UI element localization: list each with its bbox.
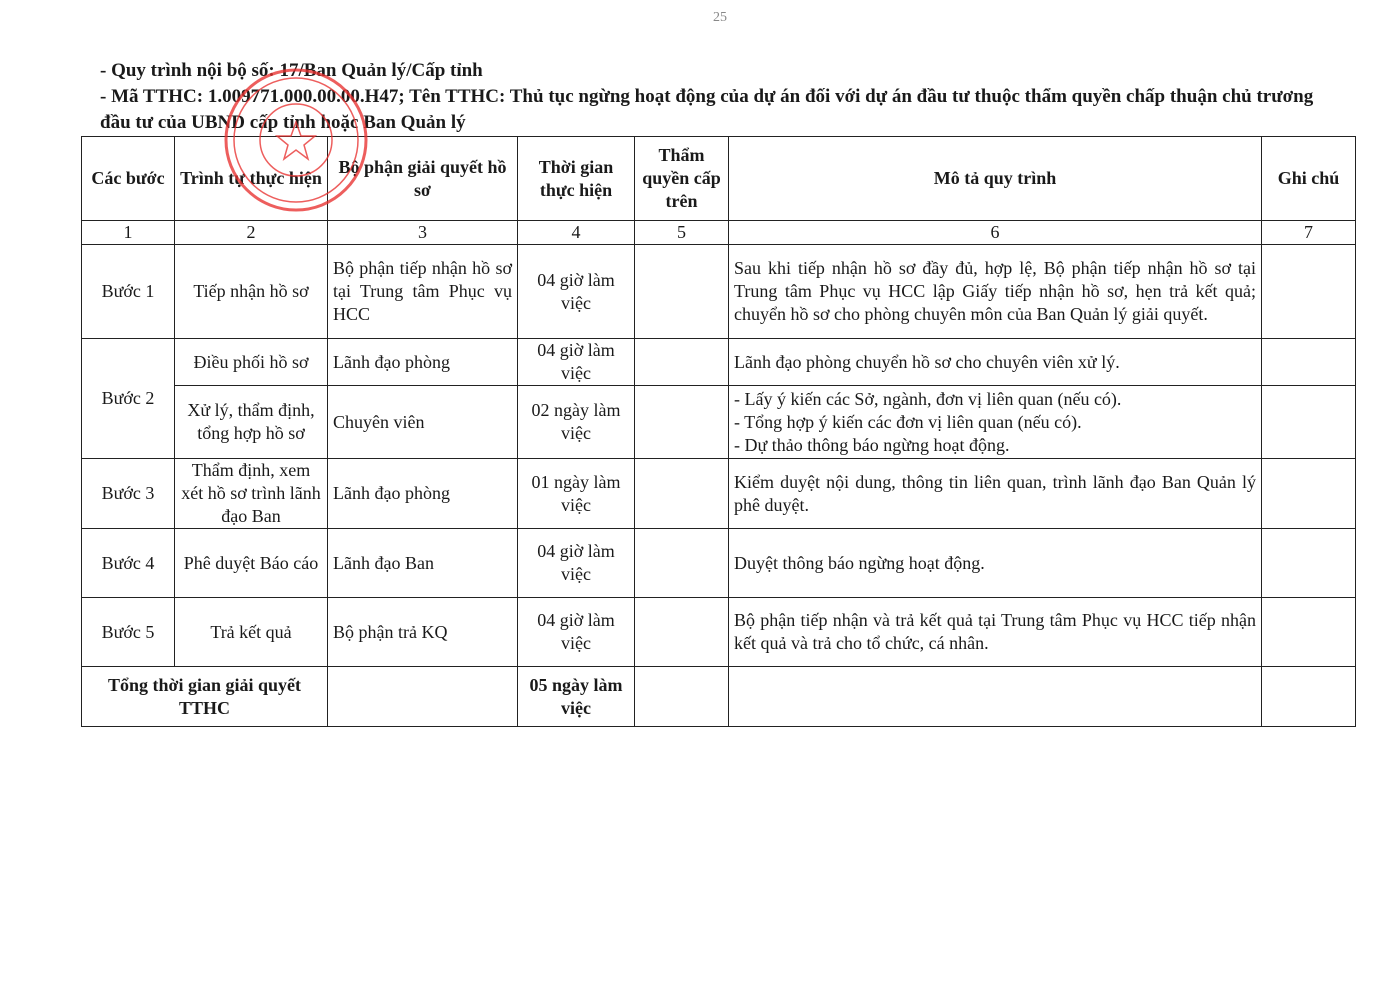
description-cell: Kiểm duyệt nội dung, thông tin liên quan, trình lãnh đạo Ban Quản lý phê duyệt.: [729, 459, 1262, 529]
col-number: 3: [328, 221, 518, 245]
col-number: 7: [1262, 221, 1356, 245]
time-cell: 04 giờ làm việc: [518, 529, 635, 598]
time-cell: 04 giờ làm việc: [518, 339, 635, 386]
page-number: 25: [713, 10, 727, 25]
description-cell: [729, 386, 1262, 459]
time-cell: 04 giờ làm việc: [518, 598, 635, 667]
description-line: - Lấy ý kiến các Sở, ngành, đơn vị liên quan (nếu có).: [734, 388, 1122, 409]
step-cell: Bước 3: [82, 459, 175, 529]
total-description-cell: [729, 667, 1262, 727]
time-cell: 02 ngày làm việc: [518, 386, 635, 459]
col-header-note: Ghi chú: [1262, 137, 1356, 221]
sequence-cell: Trả kết quả: [175, 598, 328, 667]
col-header-sequence: Trình tự thực hiện: [175, 137, 328, 221]
step-cell: Bước 1: [82, 245, 175, 339]
sequence-cell: Điều phối hồ sơ: [175, 339, 328, 386]
col-header-authority: Thẩm quyền cấp trên: [635, 137, 729, 221]
authority-cell: [635, 459, 729, 529]
description-line: - Tổng hợp ý kiến các đơn vị liên quan (nếu có).: [734, 411, 1082, 432]
sequence-cell: Xử lý, thẩm định, tổng hợp hồ sơ: [175, 386, 328, 459]
step-cell: Bước 5: [82, 598, 175, 667]
total-department-cell: [328, 667, 518, 727]
col-number: 5: [635, 221, 729, 245]
description-cell: Sau khi tiếp nhận hồ sơ đầy đủ, hợp lệ, Bộ phận tiếp nhận hồ sơ tại Trung tâm Phục vụ HCC lập Giấy tiếp nhận hồ sơ, hẹn trả kết quả; chuyển hồ sơ cho phòng chuyên môn của Ban Quản lý giải quyết.: [729, 245, 1262, 339]
department-cell: Chuyên viên: [328, 386, 518, 459]
table-row: [82, 339, 1356, 386]
description-cell: Lãnh đạo phòng chuyển hồ sơ cho chuyên viên xử lý.: [729, 339, 1262, 386]
authority-cell: [635, 245, 729, 339]
note-cell: [1262, 459, 1356, 529]
department-cell: Bộ phận tiếp nhận hồ sơ tại Trung tâm Phục vụ HCC: [328, 245, 518, 339]
total-label: Tổng thời gian giải quyết TTHC: [82, 667, 328, 727]
department-cell: Lãnh đạo phòng: [328, 339, 518, 386]
total-note-cell: [1262, 667, 1356, 727]
procedure-table: [81, 136, 1356, 727]
sequence-cell: Phê duyệt Báo cáo: [175, 529, 328, 598]
description-line: - Dự thảo thông báo ngừng hoạt động.: [734, 434, 1010, 455]
col-number: 2: [175, 221, 328, 245]
col-number: 4: [518, 221, 635, 245]
col-number: 6: [729, 221, 1262, 245]
table-header-row: [82, 137, 1356, 221]
table-row: [82, 245, 1356, 339]
description-cell: Bộ phận tiếp nhận và trả kết quả tại Trung tâm Phục vụ HCC tiếp nhận kết quả và trả cho tổ chức, cá nhân.: [729, 598, 1262, 667]
note-cell: [1262, 598, 1356, 667]
table-row: [82, 386, 1356, 459]
note-cell: [1262, 386, 1356, 459]
col-header-description: Mô tả quy trình: [729, 137, 1262, 221]
col-number: 1: [82, 221, 175, 245]
note-cell: [1262, 529, 1356, 598]
procedure-number: - Quy trình nội bộ số: 17/Ban Quản lý/Cấp tỉnh: [100, 60, 483, 81]
step-cell: Bước 4: [82, 529, 175, 598]
col-header-time: Thời gian thực hiện: [518, 137, 635, 221]
authority-cell: [635, 598, 729, 667]
time-cell: 04 giờ làm việc: [518, 245, 635, 339]
sequence-cell: Thẩm định, xem xét hồ sơ trình lãnh đạo Ban: [175, 459, 328, 529]
procedure-title: - Mã TTHC: 1.009771.000.00.00.H47; Tên TTHC: Thủ tục ngừng hoạt động của dự án đối với dự án đầu tư thuộc thẩm quyền chấp thuận chủ trương đầu tư của UBND cấp tỉnh hoặc Ban Quản lý: [100, 86, 1314, 133]
document-header: [100, 58, 1340, 136]
col-header-department: Bộ phận giải quyết hồ sơ: [328, 137, 518, 221]
authority-cell: [635, 339, 729, 386]
note-cell: [1262, 245, 1356, 339]
step-cell: Bước 2: [82, 339, 175, 459]
department-cell: Lãnh đạo Ban: [328, 529, 518, 598]
total-row: [82, 667, 1356, 727]
authority-cell: [635, 386, 729, 459]
col-header-step: Các bước: [82, 137, 175, 221]
table-row: [82, 529, 1356, 598]
table-row: [82, 459, 1356, 529]
description-cell: Duyệt thông báo ngừng hoạt động.: [729, 529, 1262, 598]
note-cell: [1262, 339, 1356, 386]
total-time: 05 ngày làm việc: [518, 667, 635, 727]
time-cell: 01 ngày làm việc: [518, 459, 635, 529]
table-row: [82, 598, 1356, 667]
total-authority-cell: [635, 667, 729, 727]
department-cell: Bộ phận trả KQ: [328, 598, 518, 667]
department-cell: Lãnh đạo phòng: [328, 459, 518, 529]
authority-cell: [635, 529, 729, 598]
sequence-cell: Tiếp nhận hồ sơ: [175, 245, 328, 339]
column-number-row: [82, 221, 1356, 245]
